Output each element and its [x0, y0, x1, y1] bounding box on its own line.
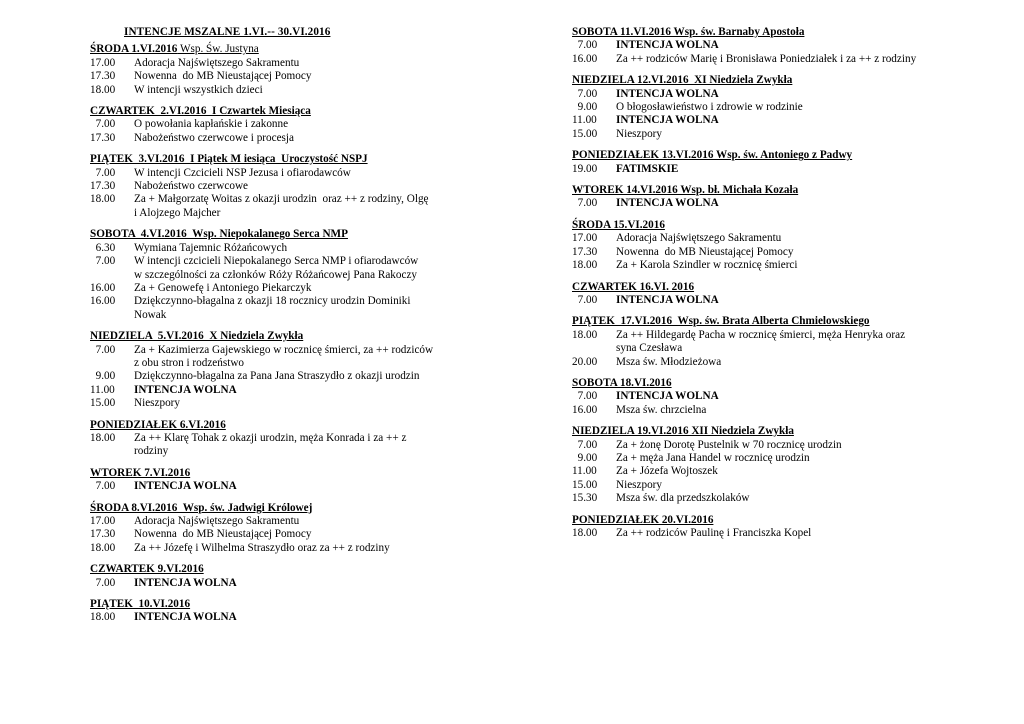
- intention-row: [90, 611, 490, 624]
- mass-time: 7.00: [572, 293, 598, 306]
- intention-text: Adoracja Najświętszego Sakramentu: [616, 232, 782, 245]
- mass-time: 17.00: [90, 515, 116, 527]
- mass-time: 18.00: [90, 193, 116, 206]
- intention-text: Nowenna do MB Nieustającej Pomocy: [134, 70, 312, 83]
- day-heading-date: ŚRODA 15.VI.2016: [572, 218, 665, 231]
- intention-row: [90, 282, 490, 295]
- day-block: [90, 467, 490, 494]
- intention-row: [572, 128, 992, 141]
- day-block: [572, 281, 992, 308]
- day-heading-date: PIĄTEK 10.VI.2016: [90, 598, 191, 611]
- day-block: [572, 514, 992, 541]
- left-days: [90, 43, 490, 624]
- intention-row: [90, 180, 490, 193]
- intention-text: Msza św. dla przedszkolaków: [616, 492, 750, 505]
- mass-time: 18.00: [90, 611, 116, 624]
- day-heading: [90, 105, 490, 118]
- intention-row: [572, 259, 992, 272]
- intention-row: [90, 84, 490, 97]
- day-block: [572, 377, 992, 417]
- mass-time: 7.00: [90, 166, 116, 179]
- day-heading-date: CZWARTEK 16.VI. 2016: [572, 280, 695, 293]
- day-heading: [572, 425, 992, 438]
- intention-row: [572, 39, 992, 52]
- intention-row: [90, 70, 490, 83]
- intention-row: [572, 114, 992, 127]
- intention-text: Nieszpory: [134, 397, 180, 410]
- day-heading-date: PONIEDZIAŁEK 20.VI.2016: [572, 513, 714, 526]
- intention-row: [90, 344, 490, 371]
- intention-row: [572, 390, 992, 403]
- mass-time: 7.00: [572, 87, 598, 100]
- intention-text: Msza św. Młodzieżowa: [616, 355, 722, 368]
- day-block: [572, 219, 992, 273]
- mass-time: 7.00: [90, 343, 116, 356]
- mass-time: 7.00: [572, 390, 598, 403]
- intention-text: INTENCJA WOLNA: [134, 576, 237, 589]
- intention-row: [572, 356, 992, 369]
- day-block: [90, 105, 490, 145]
- day-block: [90, 330, 490, 410]
- intention-row: [572, 294, 992, 307]
- intention-row: [572, 329, 992, 356]
- intention-row: [90, 370, 490, 383]
- intention-row: [572, 492, 992, 505]
- mass-time: 19.00: [572, 162, 598, 175]
- mass-time: 16.00: [90, 281, 116, 294]
- day-heading: [90, 43, 490, 56]
- intention-row: [572, 101, 992, 114]
- intention-text: Za + Małgorzatę Woitas z okazji urodzin oraz ++ z rodziny, Olgę i Alojzego Majcher: [134, 193, 429, 219]
- mass-time: 15.00: [90, 397, 116, 410]
- day-block: [572, 26, 992, 66]
- day-block: [90, 228, 490, 322]
- intention-row: [572, 404, 992, 417]
- day-heading: [90, 598, 490, 611]
- intention-text: O błogosławieństwo i zdrowie w rodzinie: [616, 101, 803, 114]
- mass-time: 15.00: [572, 478, 598, 491]
- intention-row: [572, 197, 992, 210]
- mass-time: 16.00: [572, 403, 598, 416]
- intention-text: W intencji wszystkich dzieci: [134, 83, 263, 96]
- day-block: [90, 502, 490, 556]
- day-heading: [90, 563, 490, 576]
- intention-row: [90, 57, 490, 70]
- mass-time: 7.00: [90, 255, 116, 268]
- day-heading-date: PONIEDZIAŁEK 6.VI.2016: [90, 418, 226, 431]
- intention-text: Wymiana Tajemnic Różańcowych: [134, 241, 288, 254]
- mass-time: 7.00: [90, 576, 116, 589]
- mass-time: 15.00: [572, 127, 598, 140]
- mass-time: 17.30: [90, 70, 116, 83]
- intention-text: Za ++ rodziców Marię i Bronisława Poniedziałek i za ++ z rodziny: [616, 52, 917, 65]
- day-block: [572, 425, 992, 505]
- day-heading: [90, 153, 490, 166]
- intention-text: Za ++ Józefę i Wilhelma Straszydło oraz za ++ z rodziny: [134, 541, 390, 554]
- day-block: [572, 74, 992, 141]
- intention-row: [90, 193, 490, 220]
- intention-text: INTENCJA WOLNA: [134, 383, 237, 396]
- intention-row: [90, 255, 490, 282]
- mass-time: 16.00: [90, 295, 116, 308]
- mass-time: 15.30: [572, 492, 598, 505]
- intention-row: [90, 432, 490, 459]
- day-block: [572, 184, 992, 211]
- day-heading-date: PIĄTEK 17.VI.2016 Wsp. św. Brata Alberta Chmielowskiego: [572, 315, 870, 328]
- intention-text: W intencji Czcicieli NSP Jezusa i ofiarodawców: [134, 166, 351, 179]
- day-heading: [572, 219, 992, 232]
- day-heading: [90, 419, 490, 432]
- intention-text: Nowenna do MB Nieustającej Pomocy: [134, 528, 312, 541]
- mass-time: 17.30: [572, 245, 598, 258]
- intention-row: [90, 397, 490, 410]
- day-heading: [572, 149, 992, 162]
- day-heading-date: SOBOTA 11.VI.2016 Wsp. św. Barnaby Apostoła: [572, 26, 805, 38]
- day-block: [90, 563, 490, 590]
- day-heading-date: PIĄTEK 3.VI.2016 I Piątek M iesiąca Uroczystość NSPJ: [90, 153, 368, 166]
- intention-row: [572, 53, 992, 66]
- mass-time: 18.00: [90, 541, 116, 554]
- intention-text: INTENCJA WOLNA: [616, 39, 719, 52]
- mass-time: 11.00: [572, 114, 597, 127]
- intention-text: Adoracja Najświętszego Sakramentu: [134, 515, 300, 527]
- day-heading-date: NIEDZIELA 5.VI.2016 X Niedziela Zwykła: [90, 330, 304, 343]
- mass-time: 7.00: [90, 118, 116, 131]
- mass-time: 18.00: [572, 328, 598, 341]
- intention-text: Nabożeństwo czerwcowe i procesja: [134, 131, 294, 144]
- mass-time: 7.00: [572, 438, 598, 451]
- mass-time: 17.00: [572, 232, 598, 245]
- intention-row: [90, 542, 490, 555]
- day-heading-date: CZWARTEK 9.VI.2016: [90, 563, 204, 576]
- mass-time: 18.00: [572, 527, 598, 539]
- intention-row: [90, 118, 490, 131]
- intention-text: INTENCJA WOLNA: [616, 390, 719, 403]
- day-heading-feast: Wsp. Św. Justyna: [177, 43, 259, 56]
- intention-row: [572, 246, 992, 259]
- right-days: [572, 26, 992, 540]
- intention-row: [90, 577, 490, 590]
- day-heading-date: CZWARTEK 2.VI.2016 I Czwartek Miesiąca: [90, 105, 311, 118]
- day-heading: [572, 184, 992, 197]
- mass-time: 6.30: [90, 241, 116, 254]
- intention-row: [572, 479, 992, 492]
- mass-time: 9.00: [572, 101, 598, 114]
- day-block: [90, 153, 490, 220]
- intention-text: Za ++ Hildegardę Pacha w rocznicę śmierci, męża Henryka oraz syna Czesława: [616, 328, 906, 355]
- intention-text: INTENCJA WOLNA: [616, 87, 719, 100]
- day-block: [572, 315, 992, 369]
- day-heading: [90, 228, 490, 241]
- intention-text: Nabożeństwo czerwcowe: [134, 180, 248, 193]
- intention-row: [572, 439, 992, 452]
- intention-text: Adoracja Najświętszego Sakramentu: [134, 56, 300, 69]
- mass-time: 18.00: [572, 259, 598, 272]
- day-heading-date: ŚRODA 1.VI.2016: [90, 43, 178, 56]
- day-heading: [90, 467, 490, 480]
- day-block: [90, 43, 490, 97]
- mass-time: 16.00: [572, 52, 598, 65]
- day-block: [90, 598, 490, 625]
- intention-row: [90, 167, 490, 180]
- mass-time: 9.00: [572, 451, 598, 464]
- mass-time: 9.00: [90, 370, 116, 383]
- intention-row: [572, 232, 992, 245]
- day-heading-date: WTOREK 14.VI.2016 Wsp. bł. Michała Kozała: [572, 184, 799, 197]
- intention-text: INTENCJA WOLNA: [616, 197, 719, 210]
- day-heading: [572, 377, 992, 390]
- day-heading-date: SOBOTA 4.VI.2016 Wsp. Niepokalanego Serca NMP: [90, 228, 348, 241]
- intention-text: FATIMSKIE: [616, 162, 679, 175]
- intention-row: [572, 465, 992, 478]
- day-heading: [572, 315, 992, 328]
- day-heading-date: ŚRODA 8.VI.2016 Wsp. św. Jadwigi Królowej: [90, 501, 313, 514]
- mass-time: 20.00: [572, 355, 598, 368]
- intention-text: Dziękczynno-błagalna z okazji 18 rocznicy urodzin Dominiki Nowak: [134, 295, 411, 321]
- intention-text: W intencji czcicieli Niepokalanego Serca NMP i ofiarodawców w szczególności za członków Róży Różańcowej Pana Rakoczy: [134, 255, 419, 281]
- mass-time: 17.30: [90, 180, 116, 193]
- intention-row: [572, 527, 992, 540]
- intention-text: Za + męża Jana Handel w rocznicę urodzin: [616, 451, 810, 464]
- mass-time: 18.00: [90, 431, 116, 444]
- intention-row: [90, 480, 490, 493]
- right-column: [572, 26, 992, 548]
- day-heading: [90, 330, 490, 343]
- intention-row: [90, 132, 490, 145]
- mass-time: 18.00: [90, 83, 116, 96]
- intention-text: INTENCJA WOLNA: [616, 293, 719, 306]
- mass-time: 17.00: [90, 56, 116, 69]
- intention-text: INTENCJA WOLNA: [134, 480, 237, 493]
- intention-text: Za ++ Klarę Tohak z okazji urodzin, męża Konrada i za ++ z rodziny: [134, 431, 407, 458]
- intention-row: [90, 242, 490, 255]
- day-heading-date: WTOREK 7.VI.2016: [90, 466, 191, 479]
- mass-time: 17.30: [90, 131, 116, 144]
- mass-time: 7.00: [572, 39, 598, 52]
- intention-text: Za + Genowefę i Antoniego Piekarczyk: [134, 281, 312, 294]
- intention-text: Za + Kazimierza Gajewskiego w rocznicę śmierci, za ++ rodziców z obu stron i rodzeństwo: [134, 343, 434, 369]
- intention-text: Za + żonę Dorotę Pustelnik w 70 rocznicę urodzin: [616, 438, 842, 451]
- intention-text: Msza św. chrzcielna: [616, 403, 707, 416]
- mass-time: 11.00: [572, 465, 597, 478]
- mass-time: 7.00: [572, 197, 598, 210]
- mass-time: 11.00: [90, 383, 115, 396]
- day-heading-date: PONIEDZIAŁEK 13.VI.2016 Wsp. św. Antoniego z Padwy: [572, 149, 853, 162]
- document-title: INTENCJE MSZALNE 1.VI.-- 30.VI.2016: [124, 26, 331, 38]
- intention-row: [90, 528, 490, 541]
- intention-row: [90, 515, 490, 528]
- mass-time: 7.00: [90, 480, 116, 493]
- intention-text: Za ++ rodziców Paulinę i Franciszka Kopel: [616, 527, 812, 539]
- day-block: [90, 419, 490, 459]
- day-heading: [572, 26, 992, 39]
- left-column: [90, 26, 490, 633]
- intention-row: [572, 88, 992, 101]
- day-heading-date: NIEDZIELA 19.VI.2016 XII Niedziela Zwykła: [572, 425, 794, 438]
- intention-text: INTENCJA WOLNA: [134, 611, 237, 624]
- mass-time: 17.30: [90, 528, 116, 541]
- day-heading: [572, 74, 992, 87]
- intention-row: [90, 384, 490, 397]
- intention-text: Nowenna do MB Nieustającej Pomocy: [616, 245, 794, 258]
- day-heading-date: SOBOTA 18.VI.2016: [572, 376, 672, 389]
- day-heading: [90, 502, 490, 515]
- day-heading-date: NIEDZIELA 12.VI.2016 XI Niedziela Zwykła: [572, 74, 793, 87]
- day-block: [572, 149, 992, 176]
- intention-text: Dziękczynno-błagalna za Pana Jana Straszydło z okazji urodzin: [134, 370, 420, 383]
- intention-text: Za + Józefa Wojtoszek: [616, 465, 718, 478]
- intention-row: [90, 295, 490, 322]
- intention-row: [572, 452, 992, 465]
- intention-text: O powołania kapłańskie i zakonne: [134, 118, 289, 131]
- intention-text: Nieszpory: [616, 478, 662, 491]
- intention-row: [572, 163, 992, 176]
- intention-text: Za + Karola Szindler w rocznicę śmierci: [616, 259, 798, 272]
- intention-text: Nieszpory: [616, 127, 662, 140]
- day-heading: [572, 281, 992, 294]
- intention-text: INTENCJA WOLNA: [616, 114, 719, 127]
- day-heading: [572, 514, 992, 527]
